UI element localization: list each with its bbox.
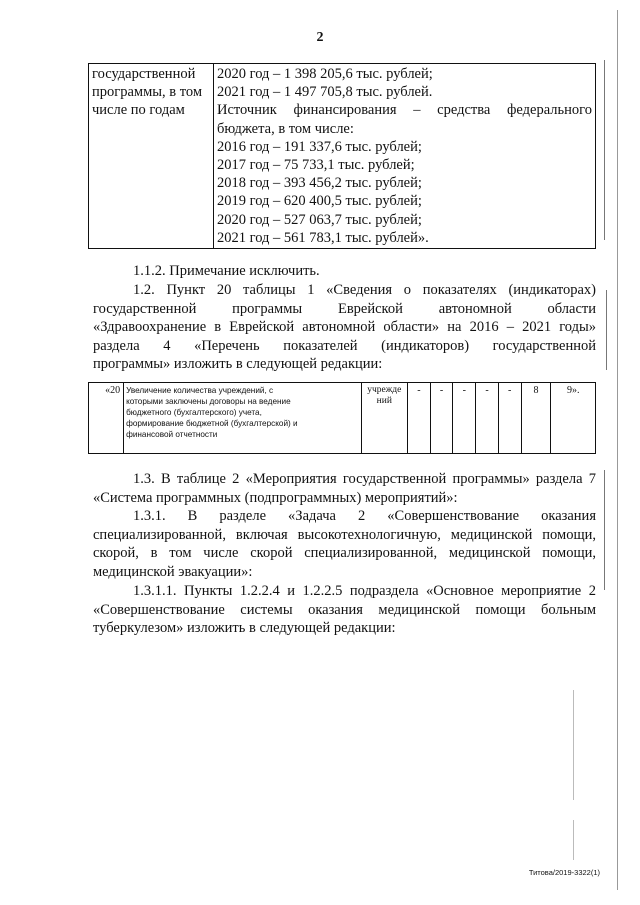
paragraph-line: программы» изложить в следующей редакции: xyxy=(93,356,383,372)
funding-line: бюджета, в том числе: xyxy=(217,120,354,137)
page-number: 2 xyxy=(316,30,324,45)
paragraph-1-3-1 xyxy=(93,507,596,581)
indicator-description-line: Увеличение количества учреждений, с xyxy=(126,386,274,395)
indicator-description xyxy=(124,383,361,454)
indicator-description-line: финансовой отчетности xyxy=(126,430,218,439)
scan-edge-line xyxy=(604,60,605,240)
indicator-value-2021: 8 xyxy=(521,383,551,454)
paragraph-1-3 xyxy=(93,470,596,507)
indicator-unit-line: учрежде xyxy=(367,385,402,395)
document-code: Титова/2019-3322(1) xyxy=(528,868,600,877)
paragraph-1-1-2 xyxy=(93,262,596,281)
indicator-value-2020: - xyxy=(498,383,521,454)
paragraph-line: 1.2. Пункт 20 таблицы 1 «Сведения о показателях (индикаторах) xyxy=(133,282,596,298)
scan-edge-line xyxy=(606,290,607,370)
paragraph-line: раздела 4 «Перечень показателей (индикаторов) государственной xyxy=(93,337,596,354)
funding-values-cell xyxy=(214,64,596,249)
paragraph-line: скорой, в том числе скорой специализированной, медицинской помощи, xyxy=(93,545,596,561)
funding-line: 2021 год – 1 497 705,8 тыс. рублей. xyxy=(217,84,433,101)
funding-line: 2016 год – 191 337,6 тыс. рублей; xyxy=(217,138,422,155)
paragraph-line: «Совершенствование системы оказания медицинской помощи больным xyxy=(93,601,596,618)
indicator-value-2019: - xyxy=(476,383,499,454)
indicator-number: «20 xyxy=(89,383,124,454)
funding-label-line: программы, в том xyxy=(92,84,203,101)
indicator-description-line: которыми заключены договоры на ведение xyxy=(126,397,291,406)
funding-table xyxy=(88,63,596,249)
scan-edge-line xyxy=(573,690,574,800)
scan-edge-line xyxy=(573,820,574,860)
indicator-unit xyxy=(361,383,407,454)
funding-line: 2020 год – 527 063,7 тыс. рублей; xyxy=(217,211,422,228)
paragraph-line: 1.3. В таблице 2 «Мероприятия государственной программы» раздела 7 xyxy=(133,471,596,487)
paragraph-1-3-1-1 xyxy=(93,582,596,638)
paragraph-line: «Здравоохранение в Еврейской автономной области» на 2016 – 2021 годы» xyxy=(93,319,596,335)
indicator-table xyxy=(88,382,596,454)
paragraph-line: туберкулезом» изложить в следующей редакции: xyxy=(93,620,396,636)
indicator-value-2016: - xyxy=(408,383,431,454)
paragraph-1-2 xyxy=(93,281,596,374)
paragraph-line: 1.3.1.1. Пункты 1.2.2.4 и 1.2.2.5 подраздела «Основное мероприятие 2 xyxy=(133,583,596,599)
indicator-description-line: бюджетного (бухгалтерского) учета, xyxy=(126,408,262,417)
indicator-unit-line: ний xyxy=(376,396,392,406)
paragraph-line: государственной программы Еврейской автономной области xyxy=(93,300,596,317)
funding-line: 2020 год – 1 398 205,6 тыс. рублей; xyxy=(217,66,433,82)
paragraph-line: медицинской эвакуации»: xyxy=(93,563,253,580)
indicator-value-2017: - xyxy=(430,383,453,454)
funding-line: 2019 год – 620 400,5 тыс. рублей; xyxy=(217,193,422,210)
indicator-value-2022: 9». xyxy=(551,383,596,454)
funding-label-cell xyxy=(89,64,214,249)
funding-line: Источник финансирования – средства федерального xyxy=(217,102,592,119)
paragraph-text: 1.1.2. Примечание исключить. xyxy=(133,263,320,279)
scan-edge-line xyxy=(617,10,618,890)
paragraph-line: специализированной, включая высокотехнологичную, медицинской помощи, xyxy=(93,526,596,543)
paragraph-line: «Система программных (подпрограммных) мероприятий»: xyxy=(93,489,458,506)
funding-label-line: государственной xyxy=(92,66,196,82)
indicator-description-line: формирование бюджетной (бухгалтерской) и xyxy=(126,419,298,428)
scan-edge-line xyxy=(604,470,605,590)
funding-line: 2021 год – 561 783,1 тыс. рублей». xyxy=(217,229,429,246)
funding-label-line: числе по годам xyxy=(92,102,185,119)
funding-line: 2017 год – 75 733,1 тыс. рублей; xyxy=(217,157,415,174)
funding-line: 2018 год – 393 456,2 тыс. рублей; xyxy=(217,175,422,192)
indicator-value-2018: - xyxy=(453,383,476,454)
table-row xyxy=(89,383,596,454)
paragraph-line: 1.3.1. В разделе «Задача 2 «Совершенствование оказания xyxy=(133,508,596,524)
